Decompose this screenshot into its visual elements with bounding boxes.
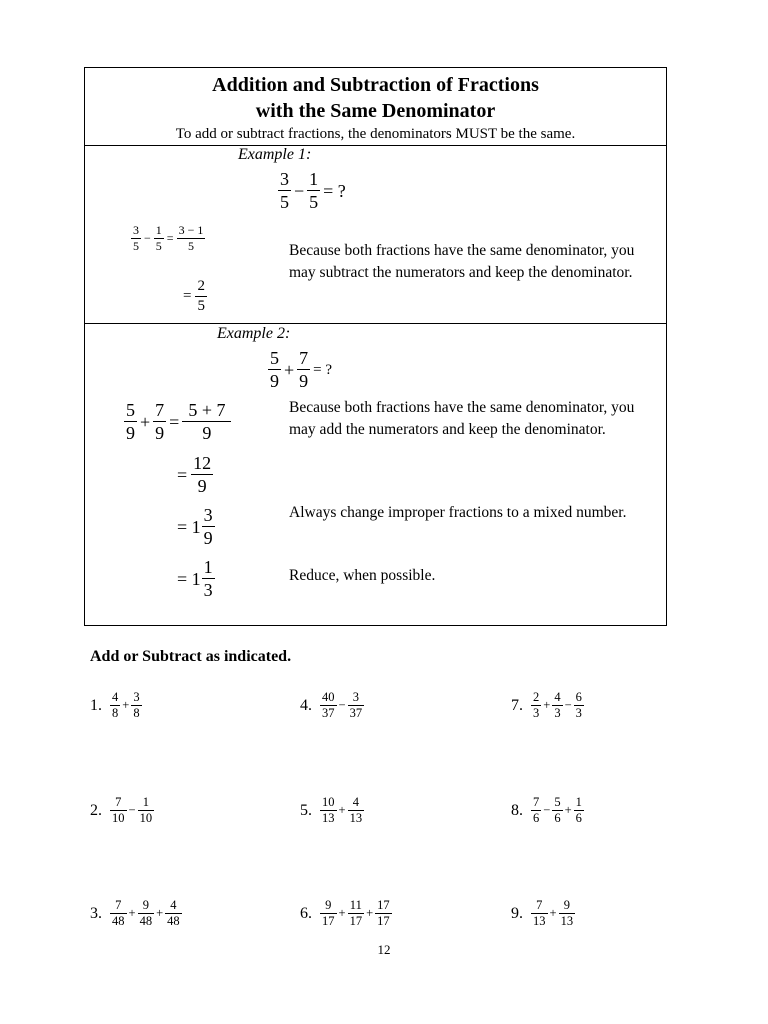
numerator: 7 <box>536 898 543 912</box>
page-title-line1: Addition and Subtraction of Fractions <box>212 74 539 96</box>
denominator: 8 <box>112 706 119 720</box>
equals: = <box>166 231 174 245</box>
exercise-problem <box>300 898 392 929</box>
fraction <box>574 690 584 721</box>
denominator: 13 <box>533 914 546 928</box>
fraction <box>531 690 541 721</box>
numerator: 5 + 7 <box>188 400 226 420</box>
numerator: 7 <box>299 348 309 368</box>
page-title-line2: with the Same Denominator <box>255 100 496 122</box>
denominator: 5 <box>280 192 289 212</box>
example2-question <box>268 347 335 392</box>
operator: + <box>140 411 151 432</box>
question-mark: = ? <box>313 361 333 378</box>
denominator: 5 <box>155 239 162 253</box>
numerator: 17 <box>377 898 390 912</box>
denominator: 3 <box>203 580 213 600</box>
numerator: 5 <box>126 400 135 420</box>
operator: + <box>122 698 130 712</box>
denominator: 17 <box>322 914 335 928</box>
denominator: 13 <box>560 914 574 928</box>
fraction <box>375 898 392 929</box>
numerator: 6 <box>575 690 582 704</box>
operator: − <box>294 180 305 201</box>
fraction <box>320 898 337 929</box>
exercise-problem <box>90 898 182 929</box>
numerator: 3 <box>352 690 359 704</box>
numerator: 3 <box>280 169 289 189</box>
numerator: 5 <box>270 348 279 368</box>
operator: + <box>366 906 374 920</box>
fraction <box>131 690 141 721</box>
numerator: 4 <box>112 690 119 704</box>
question-mark: = ? <box>323 180 346 201</box>
denominator: 10 <box>112 811 125 825</box>
denominator: 17 <box>349 914 363 928</box>
denominator: 13 <box>349 811 363 825</box>
problem-number: 1. <box>90 697 102 714</box>
page-subtitle: To add or subtract fractions, the denominators MUST be the same. <box>175 126 576 142</box>
denominator: 48 <box>112 914 125 928</box>
problem-number: 5. <box>300 802 312 819</box>
equals: = <box>183 288 192 304</box>
fraction <box>165 898 182 929</box>
denominator: 13 <box>322 811 335 825</box>
exercise-problem <box>511 898 575 929</box>
fraction <box>138 795 155 826</box>
numerator: 4 <box>170 898 177 912</box>
problem-number: 7. <box>511 697 523 714</box>
denominator: 9 <box>203 528 213 548</box>
denominator: 6 <box>554 811 561 825</box>
numerator: 1 <box>203 557 213 577</box>
denominator: 5 <box>197 298 205 314</box>
numerator: 9 <box>142 898 149 912</box>
fraction <box>110 898 127 929</box>
example2-label: Example 2: <box>217 325 291 342</box>
exercise-problem <box>90 795 154 826</box>
example1-question <box>278 168 349 213</box>
denominator: 5 <box>133 239 139 253</box>
example1-step2 <box>183 277 207 316</box>
numerator: 1 <box>309 169 319 189</box>
fraction <box>348 690 365 721</box>
numerator: 4 <box>554 690 561 704</box>
numerator: 3 <box>133 690 140 704</box>
operator: + <box>284 359 295 380</box>
numerator: 10 <box>322 795 335 809</box>
operator: + <box>338 803 346 817</box>
denominator: 9 <box>299 371 309 391</box>
numerator: 4 <box>352 795 359 809</box>
operator: − <box>543 803 551 817</box>
numerator: 2 <box>533 690 540 704</box>
example1-explanation: Because both fractions have the same denominator, you may subtract the numerators and keep the denominator. <box>289 242 635 281</box>
operator: − <box>144 231 151 245</box>
fraction <box>138 898 155 929</box>
numerator: 12 <box>193 453 212 473</box>
mixed-whole: = 1 <box>177 568 201 589</box>
denominator: 37 <box>322 706 335 720</box>
equals: = <box>177 464 188 485</box>
denominator: 17 <box>377 914 390 928</box>
numerator: 1 <box>155 223 162 237</box>
operator: + <box>564 803 572 817</box>
denominator: 3 <box>575 706 582 720</box>
example2-step4 <box>174 556 215 601</box>
operator: + <box>128 906 136 920</box>
example2-step3 <box>174 504 215 549</box>
problem-number: 9. <box>511 905 523 922</box>
denominator: 6 <box>575 811 582 825</box>
exercise-problem <box>511 795 584 826</box>
fraction <box>552 795 562 826</box>
divider <box>85 323 666 324</box>
numerator: 3 − 1 <box>178 223 204 237</box>
example2-step1 <box>124 399 231 444</box>
numerator: 5 <box>554 795 561 809</box>
denominator: 10 <box>139 811 153 825</box>
example1-step1 <box>131 223 205 254</box>
problem-number: 2. <box>90 802 102 819</box>
numerator: 9 <box>325 898 332 912</box>
example2-explanation1: Because both fractions have the same denominator, you may add the numerators and keep the denominator. <box>289 399 635 438</box>
lesson-box <box>84 67 667 626</box>
fraction <box>202 504 215 549</box>
fraction <box>110 795 127 826</box>
fraction <box>131 223 141 254</box>
fraction <box>195 277 207 316</box>
numerator: 7 <box>115 898 122 912</box>
equals: = <box>169 411 180 432</box>
example1-label: Example 1: <box>238 146 312 163</box>
denominator: 9 <box>270 371 279 391</box>
denominator: 9 <box>126 423 135 443</box>
numerator: 7 <box>533 795 540 809</box>
fraction <box>202 556 215 601</box>
fraction <box>191 452 213 497</box>
fraction <box>297 347 310 392</box>
numerator: 3 <box>203 505 213 525</box>
fraction <box>124 399 137 444</box>
denominator: 9 <box>155 423 165 443</box>
numerator: 7 <box>155 400 165 420</box>
fraction <box>110 690 120 721</box>
fraction <box>177 223 206 254</box>
operator: + <box>338 906 346 920</box>
exercises-heading: Add or Subtract as indicated. <box>90 648 292 665</box>
denominator: 9 <box>202 423 212 443</box>
operator: − <box>564 698 572 712</box>
operator: − <box>338 698 346 712</box>
denominator: 48 <box>167 914 180 928</box>
example2-explanation3: Reduce, when possible. <box>289 567 436 584</box>
denominator: 37 <box>349 706 363 720</box>
denominator: 3 <box>533 706 540 720</box>
operator: + <box>543 698 551 712</box>
exercise-problem <box>90 690 142 721</box>
operator: + <box>549 906 557 920</box>
problem-number: 8. <box>511 802 523 819</box>
fraction <box>320 690 337 721</box>
fraction <box>182 399 231 444</box>
denominator: 5 <box>187 239 194 253</box>
numerator: 7 <box>115 795 122 809</box>
fraction <box>278 168 291 213</box>
exercise-problem <box>511 690 584 721</box>
fraction <box>574 795 584 826</box>
numerator: 9 <box>563 898 570 912</box>
fraction <box>320 795 337 826</box>
example2-explanation2: Always change improper fractions to a mixed number. <box>289 504 627 521</box>
fraction <box>531 795 541 826</box>
fraction <box>307 168 320 213</box>
fraction <box>153 399 166 444</box>
denominator: 3 <box>554 706 561 720</box>
operator: − <box>128 803 136 817</box>
numerator: 40 <box>322 690 335 704</box>
fraction <box>268 347 281 392</box>
operator: + <box>156 906 164 920</box>
denominator: 8 <box>133 706 140 720</box>
problem-number: 6. <box>300 905 312 922</box>
denominator: 48 <box>139 914 153 928</box>
problem-number: 3. <box>90 905 102 922</box>
divider <box>85 145 666 146</box>
fraction <box>348 898 365 929</box>
exercise-problem <box>300 795 364 826</box>
fraction <box>531 898 548 929</box>
example2-step2 <box>174 452 213 497</box>
exercise-problem <box>300 690 364 721</box>
fraction <box>348 795 365 826</box>
denominator: 5 <box>309 192 319 212</box>
numerator: 1 <box>575 795 582 809</box>
numerator: 3 <box>133 223 139 237</box>
fraction <box>154 223 164 254</box>
numerator: 11 <box>349 898 362 912</box>
mixed-whole: = 1 <box>177 516 201 537</box>
page-number: 12 <box>377 942 391 957</box>
fraction <box>559 898 576 929</box>
fraction <box>552 690 562 721</box>
numerator: 1 <box>142 795 149 809</box>
numerator: 2 <box>197 278 205 294</box>
problem-number: 4. <box>300 697 312 714</box>
denominator: 6 <box>533 811 540 825</box>
denominator: 9 <box>197 476 207 496</box>
